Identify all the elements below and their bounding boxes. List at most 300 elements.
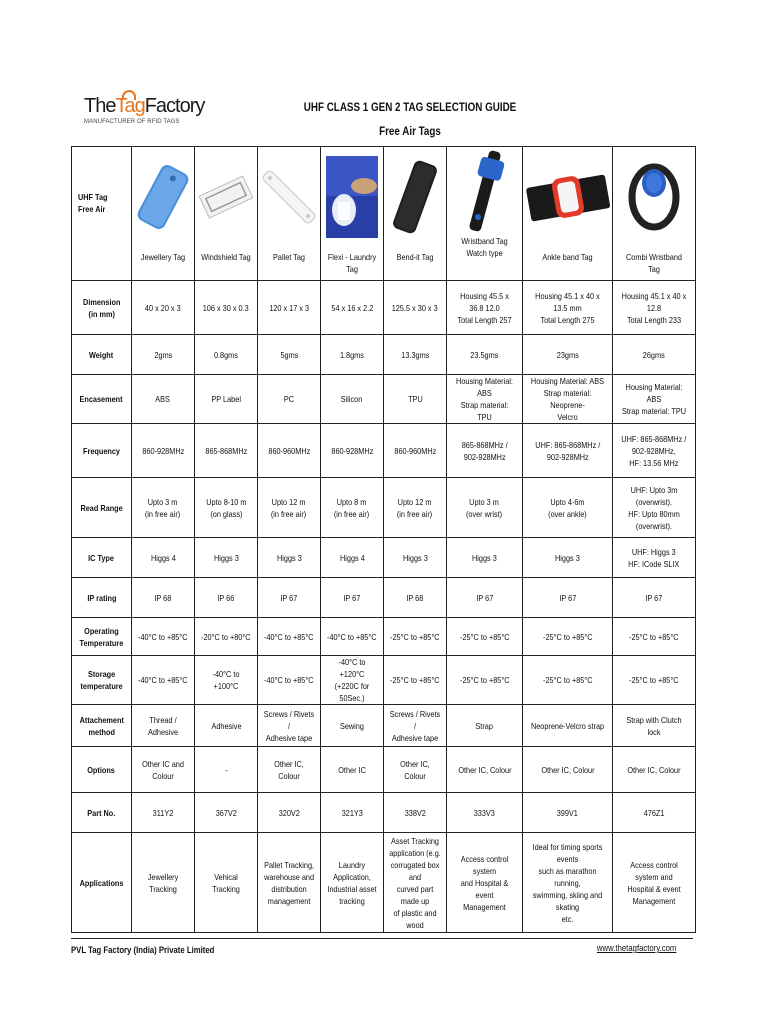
cell-line: Asset Tracking <box>391 835 439 846</box>
spec-cell <box>321 375 384 424</box>
product-name: Pallet Tag <box>273 252 305 262</box>
spec-cell <box>258 335 321 375</box>
spec-cell <box>447 281 523 335</box>
cell-line: curved part made up <box>396 883 434 906</box>
spec-cell <box>613 424 696 478</box>
page-title: UHF CLASS 1 GEN 2 TAG SELECTION GUIDE <box>303 100 517 114</box>
cell-line: Access control system and <box>630 859 678 882</box>
spec-cell <box>132 793 195 833</box>
cell-line: Laundry Application, <box>333 859 371 882</box>
cell-line: Housing 45.1 x 40 x 12.8 <box>621 290 687 313</box>
cell-line: (in free air) <box>145 508 181 519</box>
row-label <box>72 478 132 538</box>
header-label-line: Free Air <box>78 204 106 214</box>
cell-line: Housing 45.5 x 36.8 12.0 <box>460 290 509 313</box>
spec-row <box>72 618 696 656</box>
footer-website-link[interactable]: www.thetagfactory.com <box>596 943 676 953</box>
cell-line: 40 x 20 x 3 <box>145 302 181 313</box>
spec-cell <box>613 793 696 833</box>
cell-line: Higgs 3 <box>555 552 580 563</box>
cell-line: 865-868MHz <box>205 445 247 456</box>
cell-line: 311Y2 <box>152 807 174 818</box>
cell-line: 320V2 <box>278 807 300 818</box>
cell-line: Strap material: TPU <box>621 406 687 416</box>
spec-cell <box>321 578 384 618</box>
cell-line: 120 x 17 x 3 <box>269 302 309 313</box>
white-pallet-tag-icon <box>259 153 319 241</box>
cell-line: Higgs 3 <box>276 552 302 563</box>
row-label <box>72 705 132 747</box>
cell-line: 902-928MHz <box>463 451 506 462</box>
spec-cell <box>195 538 258 578</box>
black-bendit-tag-icon <box>385 153 445 241</box>
spec-cell <box>195 578 258 618</box>
cell-line: 1.8gms <box>340 349 364 360</box>
spec-cell <box>321 335 384 375</box>
cell-line: application (e.g. <box>389 847 441 858</box>
spec-cell <box>447 538 523 578</box>
spec-cell <box>447 578 523 618</box>
spec-cell <box>258 793 321 833</box>
cell-line: - <box>224 764 228 775</box>
spec-cell <box>195 747 258 793</box>
spec-cell <box>258 538 321 578</box>
spec-cell <box>447 833 523 933</box>
product-name: Bend-it Tag <box>396 252 434 262</box>
spec-cell <box>195 705 258 747</box>
spec-cell <box>258 578 321 618</box>
spec-cell <box>132 833 195 933</box>
spec-cell <box>523 478 613 538</box>
spec-cell <box>258 656 321 705</box>
cell-line: temperature <box>80 681 123 691</box>
cell-line: IP 67 <box>476 592 493 603</box>
spec-cell <box>321 705 384 747</box>
cell-line: IP 67 <box>280 592 298 603</box>
blue-jewellery-tag-icon <box>133 153 193 241</box>
spec-cell <box>613 375 696 424</box>
spec-cell <box>195 793 258 833</box>
product-name: Ankle band Tag <box>542 252 593 262</box>
white-windshield-tag-icon <box>196 153 256 241</box>
cell-line: Storage <box>87 669 116 679</box>
spec-cell <box>523 335 613 375</box>
company-logo <box>84 95 205 138</box>
cell-line: -25°C to +85°C <box>390 675 440 685</box>
cell-line: Ideal for timing sports events <box>532 841 603 864</box>
spec-cell <box>384 281 447 335</box>
product-name: Jewellery Tag <box>140 252 186 262</box>
cell-line: 902-928MHz <box>546 451 589 462</box>
product-ankle-band-tag <box>523 147 613 281</box>
cell-line: Upto 3 m <box>469 496 500 507</box>
cell-line: -40°C to +85°C <box>264 675 314 685</box>
cell-line: Hospital & event <box>627 883 681 894</box>
cell-line: 106 x 30 x 0.3 <box>203 302 249 313</box>
cell-line: Strap material: TPU <box>460 400 509 422</box>
row-label <box>72 747 132 793</box>
cell-line: Other IC, Colour <box>457 764 512 775</box>
spec-cell <box>195 281 258 335</box>
cell-line: Applications <box>79 877 124 888</box>
cell-line: (in mm) <box>88 308 115 319</box>
cell-line: warehouse and <box>263 871 314 882</box>
cell-line: Upto 3 m <box>148 496 178 507</box>
cell-line: -40°C to +120°C <box>338 657 366 679</box>
cell-line: 333V3 <box>473 807 496 818</box>
spec-cell <box>258 375 321 424</box>
cell-line: Frequency <box>83 445 120 456</box>
cell-line: Housing Material: ABS <box>625 382 683 404</box>
spec-row <box>72 578 696 618</box>
cell-line: IP 67 <box>559 592 576 603</box>
cell-line: -40°C to +85°C <box>264 631 314 642</box>
cell-line: (in free air) <box>271 508 307 519</box>
spec-cell <box>384 793 447 833</box>
spec-row <box>72 478 696 538</box>
cell-line: Upto 8 m <box>337 496 367 507</box>
spec-cell <box>195 833 258 933</box>
cell-line: UHF: 865-868MHz / <box>534 439 601 450</box>
cell-line: IC Type <box>88 552 115 563</box>
cell-line: -25°C to +85°C <box>542 631 593 642</box>
cell-line: Strap material: Neoprene- <box>543 388 592 410</box>
cell-line: IP 68 <box>154 592 172 603</box>
spec-cell <box>447 793 523 833</box>
cell-line: IP rating <box>86 592 117 603</box>
spec-cell <box>384 618 447 656</box>
spec-cell <box>132 618 195 656</box>
spec-cell <box>195 424 258 478</box>
cell-line: 125.5 x 30 x 3 <box>392 302 438 313</box>
spec-cell <box>384 705 447 747</box>
cell-line: PP Label <box>211 394 241 404</box>
spec-cell <box>258 747 321 793</box>
spec-cell <box>523 747 613 793</box>
spec-cell <box>321 424 384 478</box>
spec-cell <box>258 281 321 335</box>
cell-line: HF: Upto 80mm (overwrist). <box>628 508 680 531</box>
cell-line: 860-928MHz <box>142 445 184 456</box>
row-label <box>72 833 132 933</box>
cell-line: Adhesive <box>210 720 242 731</box>
spec-cell <box>132 375 195 424</box>
spec-cell <box>523 424 613 478</box>
cell-line: 399V1 <box>556 807 579 818</box>
cell-line: UHF: Higgs 3 <box>632 546 676 557</box>
cell-line: -40°C to +100°C <box>212 669 240 691</box>
cell-line: Other IC <box>338 764 366 775</box>
spec-cell <box>613 578 696 618</box>
cell-line: -25°C to +85°C <box>629 675 679 685</box>
cell-line: TPU <box>407 394 423 404</box>
cell-line: Adhesive tape <box>391 732 439 743</box>
spec-cell <box>132 424 195 478</box>
cell-line: Velcro <box>557 412 578 422</box>
row-label <box>72 793 132 833</box>
cell-line: 0.8gms <box>214 349 238 360</box>
spec-cell <box>321 747 384 793</box>
cell-line: -25°C to +85°C <box>390 631 440 642</box>
cell-line: distribution <box>271 883 307 894</box>
row-label <box>72 424 132 478</box>
spec-cell <box>613 656 696 705</box>
cell-line: 13.3gms <box>400 349 430 360</box>
cell-line: Dimension <box>82 296 121 307</box>
cell-line: Other IC and Colour <box>142 758 184 781</box>
cell-line: (on glass) <box>209 508 243 519</box>
row-label <box>72 618 132 656</box>
product-name: Combi Wristband Tag <box>626 252 682 274</box>
logo-wordmark: TheTagFactory <box>84 95 205 117</box>
row-label <box>72 538 132 578</box>
cell-line: UHF: 865-868MHz / <box>621 433 687 444</box>
cell-line: management <box>267 895 311 906</box>
spec-cell <box>523 656 613 705</box>
product-combi-wristband-tag <box>613 147 696 281</box>
spec-cell <box>447 335 523 375</box>
spec-cell <box>523 375 613 424</box>
spec-cell <box>447 424 523 478</box>
footer-divider <box>71 938 693 939</box>
cell-line: Screws / Rivets / <box>389 708 441 731</box>
spec-row <box>72 424 696 478</box>
cell-line: Part No. <box>87 807 116 818</box>
cell-line: Higgs 4 <box>339 552 365 563</box>
spec-cell <box>384 747 447 793</box>
spec-row <box>72 375 696 424</box>
spec-cell <box>258 833 321 933</box>
spec-cell <box>132 747 195 793</box>
cell-line: Other IC, Colour <box>274 758 304 781</box>
spec-cell <box>523 705 613 747</box>
cell-line: of plastic and wood <box>393 907 437 930</box>
product-name: Wristband Tag Watch type <box>461 236 508 258</box>
cell-line: Higgs 4 <box>150 552 176 563</box>
cell-line: etc. <box>561 913 574 924</box>
product-header-row <box>72 147 696 281</box>
spec-row <box>72 656 696 705</box>
spec-cell <box>447 747 523 793</box>
spec-row <box>72 281 696 335</box>
spec-cell <box>321 281 384 335</box>
spec-cell <box>132 656 195 705</box>
cell-line: Weight <box>89 349 114 360</box>
spec-cell <box>523 618 613 656</box>
product-name: Flexi - Laundry Tag <box>327 252 377 274</box>
cell-line: swimming, skiing and skating <box>532 889 603 912</box>
cell-line: 367V2 <box>215 807 237 818</box>
cell-line: UHF: Upto 3m (overwrist). <box>630 484 678 507</box>
spec-cell <box>321 793 384 833</box>
cell-line: Higgs 3 <box>213 552 239 563</box>
cell-line: Silicon <box>341 394 363 404</box>
cell-line: Upto 12 m <box>398 496 432 507</box>
cell-line: -25°C to +85°C <box>542 675 593 685</box>
spec-cell <box>613 538 696 578</box>
cell-line: 23.5gms <box>470 349 499 360</box>
spec-cell <box>384 833 447 933</box>
spec-row <box>72 705 696 747</box>
row-label <box>72 281 132 335</box>
cell-line: Encasement <box>79 394 124 404</box>
cell-line: and Hospital & event <box>460 877 509 900</box>
cell-line: Total Length 275 <box>540 314 595 325</box>
cell-line: Pallet Tracking, <box>263 859 314 870</box>
cell-line: Upto 8-10 m <box>205 496 247 507</box>
spec-cell <box>613 335 696 375</box>
spec-cell <box>384 478 447 538</box>
spec-row <box>72 747 696 793</box>
cell-line: -25°C to +85°C <box>459 675 510 685</box>
cell-line: (in free air) <box>397 508 433 519</box>
spec-cell <box>321 833 384 933</box>
cell-line: Management <box>632 895 676 906</box>
spec-cell <box>132 478 195 538</box>
cell-line: Thread / Adhesive <box>147 714 179 737</box>
cell-line: Housing 45.1 x 40 x 13.5 mm <box>535 290 600 313</box>
cell-line: Screws / Rivets / <box>263 708 315 731</box>
cell-line: 23gms <box>556 349 579 360</box>
spec-cell <box>613 833 696 933</box>
spec-cell <box>321 478 384 538</box>
cell-line: corrugated box and <box>390 859 440 882</box>
cell-line: -40°C to +85°C <box>138 631 188 642</box>
laundry-tag-photo-icon <box>322 153 382 241</box>
cell-line: (+220C for 50Sec.) <box>334 681 370 703</box>
cell-line: HF: ICode SLIX <box>628 558 680 569</box>
cell-line: 54 x 16 x 2.2 <box>331 302 373 313</box>
cell-line: Strap <box>475 720 494 731</box>
spec-cell <box>384 375 447 424</box>
cell-line: 5gms <box>280 349 298 360</box>
spec-cell <box>132 578 195 618</box>
spec-row <box>72 538 696 578</box>
spec-cell <box>523 281 613 335</box>
product-white-windshield-tag <box>195 147 258 281</box>
cell-line: Other IC, Colour <box>400 758 430 781</box>
product-black-bendit-tag <box>384 147 447 281</box>
cell-line: 860-928MHz <box>331 445 373 456</box>
cell-line: 476Z1 <box>643 807 665 818</box>
cell-line: tracking <box>339 895 365 906</box>
cell-line: Management <box>463 901 506 912</box>
spec-cell <box>132 538 195 578</box>
product-white-pallet-tag <box>258 147 321 281</box>
cell-line: such as marathon running, <box>538 865 597 888</box>
page-subtitle: Free Air Tags <box>379 124 441 138</box>
spec-row <box>72 833 696 933</box>
spec-cell <box>523 793 613 833</box>
cell-line: -20°C to +80°C <box>201 631 251 642</box>
spec-cell <box>132 335 195 375</box>
cell-line: 338V2 <box>404 807 426 818</box>
header-label-line: UHF Tag <box>78 192 108 202</box>
spec-cell <box>384 538 447 578</box>
spec-cell <box>132 281 195 335</box>
spec-cell <box>384 656 447 705</box>
spec-cell <box>132 705 195 747</box>
cell-line: Strap with Clutch lock <box>626 714 682 737</box>
spec-cell <box>447 478 523 538</box>
cell-line: 860-960MHz <box>394 445 436 456</box>
spec-row <box>72 793 696 833</box>
spec-cell <box>195 618 258 656</box>
cell-line: IP 66 <box>217 592 235 603</box>
cell-line: Total Length 233 <box>626 314 682 325</box>
cell-line: IP 67 <box>645 592 663 603</box>
row-label <box>72 578 132 618</box>
cell-line: Other IC, Colour <box>627 764 681 775</box>
cell-line: Adhesive tape <box>265 732 313 743</box>
spec-cell <box>384 335 447 375</box>
cell-line: (in free air) <box>334 508 370 519</box>
cell-line: Access control system <box>460 853 509 876</box>
spec-cell <box>447 656 523 705</box>
row-label <box>72 375 132 424</box>
spec-cell <box>258 618 321 656</box>
cell-line: Options <box>87 764 116 775</box>
spec-cell <box>613 618 696 656</box>
ankle-band-tag-icon <box>524 153 611 241</box>
tag-selection-table <box>71 146 696 933</box>
spec-cell <box>258 478 321 538</box>
cell-line: Total Length 257 <box>457 314 512 325</box>
cell-line: PC <box>283 394 295 404</box>
cell-line: 321Y3 <box>341 807 363 818</box>
spec-cell <box>523 538 613 578</box>
cell-line: ABS <box>155 394 171 404</box>
cell-line: -40°C to +85°C <box>138 675 188 685</box>
cell-line: Attachement <box>79 714 124 725</box>
footer-company: PVL Tag Factory (India) Private Limited <box>71 945 215 955</box>
spec-cell <box>523 833 613 933</box>
cell-line: 26gms <box>643 349 665 360</box>
spec-cell <box>523 578 613 618</box>
cell-line: (over wrist) <box>466 508 503 519</box>
cell-line: (over ankle) <box>548 508 587 519</box>
cell-line: Higgs 3 <box>402 552 428 563</box>
spec-cell <box>321 656 384 705</box>
cell-line: Upto 4-6m <box>550 496 585 507</box>
spec-cell <box>447 618 523 656</box>
cell-line: Other IC, Colour <box>540 764 595 775</box>
product-laundry-tag-photo <box>321 147 384 281</box>
spec-cell <box>195 656 258 705</box>
spec-cell <box>447 375 523 424</box>
spec-cell <box>447 705 523 747</box>
cell-line: Temperature <box>79 637 124 648</box>
spec-cell <box>195 335 258 375</box>
spec-cell <box>384 424 447 478</box>
cell-line: 865-868MHz / <box>461 439 508 450</box>
cell-line: IP 68 <box>406 592 424 603</box>
spec-cell <box>321 618 384 656</box>
cell-line: -25°C to +85°C <box>629 631 679 642</box>
spec-cell <box>195 375 258 424</box>
cell-line: Housing Material: ABS <box>530 376 605 386</box>
spec-cell <box>613 705 696 747</box>
combi-wristband-tag-icon <box>614 153 694 241</box>
product-wristband-watch-tag <box>447 147 523 281</box>
cell-line: -40°C to +85°C <box>327 631 377 642</box>
row-label <box>72 335 132 375</box>
rfid-wave-icon <box>122 90 136 100</box>
product-name: Windshield Tag <box>201 252 251 262</box>
cell-line: Housing Material: ABS <box>456 376 513 398</box>
cell-line: -25°C to +85°C <box>459 631 510 642</box>
cell-line: Industrial asset <box>327 883 377 894</box>
